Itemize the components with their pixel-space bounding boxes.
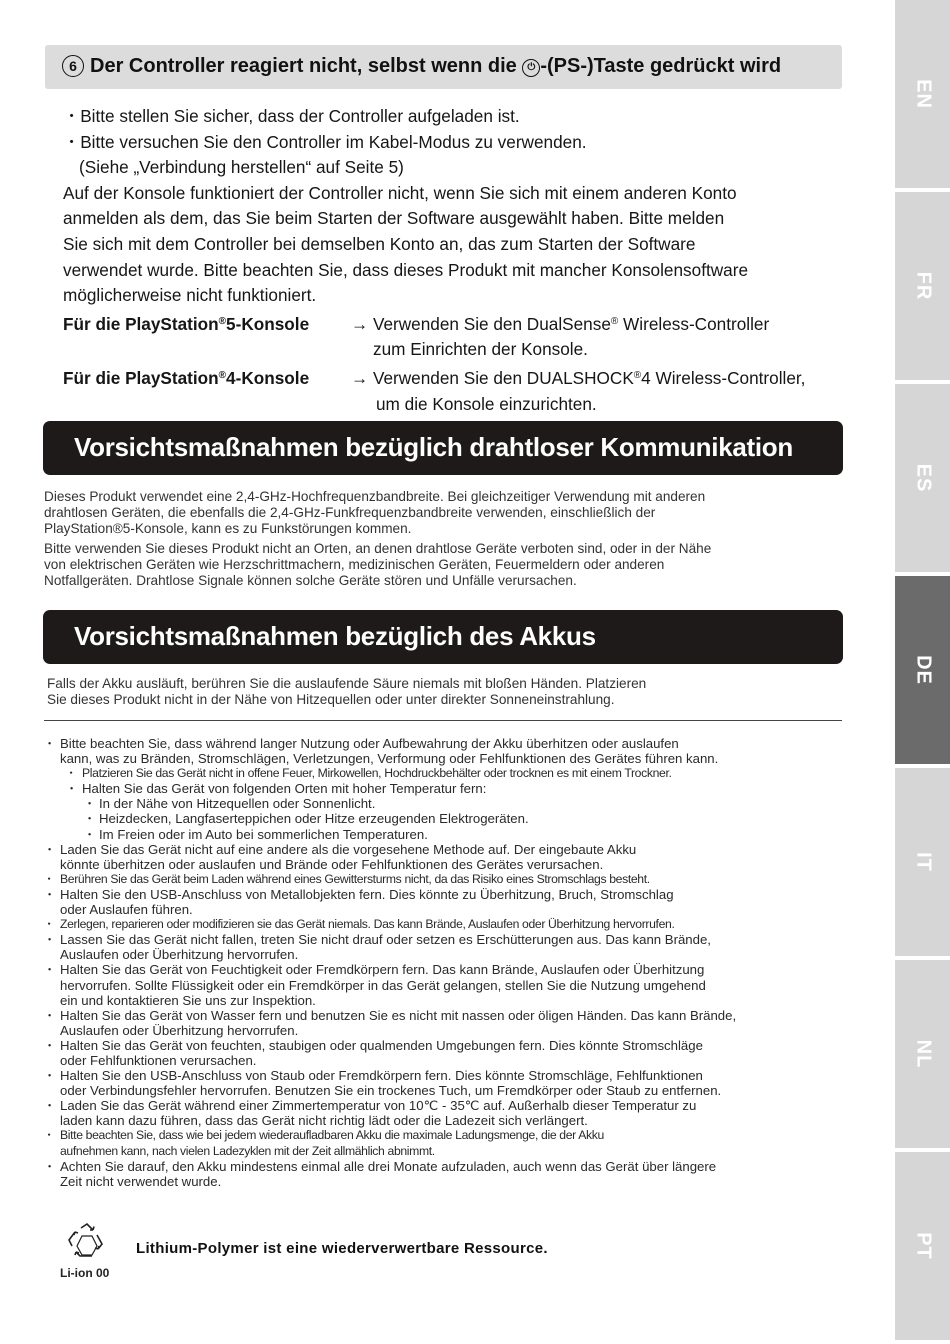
warning-line: könnte überhitzen oder auslaufen und Brände oder Fehlfunktionen des Gerätes verursachen. — [60, 856, 604, 872]
section-6-body — [63, 104, 853, 417]
ps5-instruction-cont: zum Einrichten der Konsole. — [373, 339, 588, 360]
warning-line: ・ Laden Sie das Gerät nicht auf eine andere als die vorgesehene Methode auf. Der eingebaute Akku — [60, 841, 637, 857]
warning-item — [47, 887, 847, 917]
li-ion-label: Li-ion 00 — [60, 1266, 110, 1280]
warning-item — [47, 1008, 847, 1038]
ps4-instruction: → Verwenden Sie den DUALSHOCK®4 Wireless-Controller, — [351, 367, 806, 388]
body-line: verwendet wurde. Bitte beachten Sie, dass dieses Produkt mit mancher Konsolensoftware — [63, 259, 748, 280]
wireless-banner — [43, 421, 843, 475]
warning-line: ・ In der Nähe von Hitzequellen oder Sonnenlicht. — [99, 796, 376, 812]
battery-warnings-list — [47, 736, 847, 1189]
warning-item — [47, 1098, 847, 1128]
warning-line: ein und kontaktieren Sie uns zur Inspektion. — [60, 992, 316, 1008]
warning-item — [47, 1068, 847, 1098]
warning-line: ・ Bitte beachten Sie, dass wie bei jedem wiederaufladbaren Akku die maximale Ladungsmenge, die der Akku — [60, 1128, 604, 1143]
divider-line — [44, 720, 842, 721]
text-line: Notfallgeräten. Drahtlose Signale können solche Geräte stören und Unfälle verursachen. — [44, 572, 577, 588]
warning-line: hervorrufen. Sollte Flüssigkeit oder ein Fremdkörper in das Gerät gelangen, stellen Sie die Nutzung umgehend — [60, 977, 706, 993]
warning-line: ・ Im Freien oder im Auto bei sommerlichen Temperaturen. — [99, 826, 428, 842]
section-title-part2: -(PS-)Taste gedrückt wird — [540, 55, 782, 77]
warning-line: laden kann dazu führen, dass das Gerät nicht richtig lädt oder die Ladezeit sich verlängert. — [60, 1113, 588, 1129]
text-line: von elektrischen Geräten wie Herzschrittmachern, medizinischen Geräten, Feuermeldern oder anderen — [44, 556, 665, 572]
tab-label: NL — [912, 1039, 934, 1069]
warning-line: ・ Halten Sie das Gerät von Wasser fern und benutzen Sie es nicht mit nassen oder öligen Händen. Das kann Brände, — [60, 1007, 737, 1023]
language-tabs — [895, 0, 950, 1344]
tab-label: EN — [912, 79, 934, 109]
warning-item — [47, 1159, 847, 1189]
warning-line: kann, was zu Bränden, Stromschlägen, Verletzungen, Verformung oder Fehlfunktionen des Gerätes führen kann. — [60, 751, 719, 767]
warning-item — [47, 796, 847, 811]
warning-line: oder Fehlfunktionen verursachen. — [60, 1052, 257, 1068]
text-line: Dieses Produkt verwendet eine 2,4-GHz-Hochfrequenzbandbreite. Bei gleichzeitiger Verwendung mit anderen — [44, 489, 706, 504]
tab-pt[interactable] — [895, 1152, 950, 1340]
warning-item — [47, 1128, 847, 1158]
section-title-part1: Der Controller reagiert nicht, selbst wenn die — [90, 55, 523, 77]
warning-item — [47, 811, 847, 826]
recycle-note: Lithium-Polymer ist eine wiederverwertbare Ressource. — [136, 1240, 548, 1257]
body-line: Auf der Konsole funktioniert der Controller nicht, wenn Sie sich mit einem anderen Konto — [63, 182, 737, 203]
text-line: Bitte verwenden Sie dieses Produkt nicht an Orten, an denen drahtlose Geräte verboten sind, oder in der Nähe — [44, 541, 712, 556]
warning-line: ・ Bitte beachten Sie, dass während langer Nutzung oder Aufbewahrung der Akku überhitzen oder auslaufen — [60, 736, 679, 751]
warning-item — [47, 872, 847, 887]
warning-line: ・ Halten Sie das Gerät von feuchten, staubigen oder qualmenden Umgebungen fern. Dies könnte Stromschläge — [60, 1037, 703, 1053]
ps5-label: Für die PlayStation®5-Konsole — [63, 313, 310, 334]
tab-de[interactable] — [895, 576, 950, 764]
recycle-icon — [64, 1222, 110, 1262]
body-line: Sie sich mit dem Controller bei demselben Konto an, das zum Starten der Software — [63, 233, 696, 254]
warning-line: Auslaufen oder Überhitzung hervorrufen. — [60, 947, 299, 963]
ps5-row — [63, 309, 853, 338]
warning-line: aufnehmen kann, nach vielen Ladezyklen mit der Zeit allmählich abnimmt. — [60, 1143, 435, 1158]
tab-es[interactable] — [895, 384, 950, 572]
warning-line: ・ Platzieren Sie das Gerät nicht in offene Feuer, Mirkowellen, Hochdruckbehälter oder trocknen es mit einem Trockner. — [82, 766, 672, 781]
warning-item — [47, 1038, 847, 1068]
warning-line: ・ Achten Sie darauf, den Akku mindestens einmal alle drei Monate aufzuladen, auch wenn das Gerät über längere — [60, 1158, 717, 1174]
warning-line: ・ Lassen Sie das Gerät nicht fallen, treten Sie nicht drauf oder setzen es Erschütterungen aus. Das kann Brände, — [60, 932, 711, 948]
section-number: 6 — [62, 55, 84, 77]
wireless-paragraph-2 — [44, 541, 844, 588]
tab-en[interactable] — [895, 0, 950, 188]
warning-line: ・ Halten Sie das Gerät von folgenden Orten mit hoher Temperatur fern: — [82, 781, 487, 797]
warning-item — [47, 842, 847, 872]
body-line: möglicherweise nicht funktioniert. — [63, 285, 317, 306]
ps4-row — [63, 363, 853, 392]
wireless-paragraph-1 — [44, 489, 844, 536]
section-6-header — [45, 45, 842, 89]
wireless-title: Vorsichtsmaßnahmen bezüglich drahtloser Kommunikation — [74, 432, 793, 462]
text-line: Sie dieses Produkt nicht in der Nähe von Hitzequellen oder unter direkter Sonneneinstrahlung. — [47, 691, 615, 707]
warning-line: oder Verbindungsfehler hervorrufen. Benutzen Sie ein trockenes Tuch, um Fremdkörper oder Staub zu entfernen. — [60, 1083, 722, 1099]
warning-line: ・ Halten Sie das Gerät von Feuchtigkeit oder Fremdkörpern fern. Das kann Brände, Auslaufen oder Überhitzung — [60, 962, 705, 978]
tab-label: DE — [912, 655, 934, 685]
tab-label: IT — [912, 852, 934, 872]
bullet-charged: ・Bitte stellen Sie sicher, dass der Controller aufgeladen ist. — [63, 106, 520, 126]
warning-item — [47, 766, 847, 781]
warning-line: ・ Berühren Sie das Gerät beim Laden während eines Gewittersturms nicht, da das Risiko eines Stromschlags besteht. — [60, 871, 650, 886]
warning-line: ・ Zerlegen, reparieren oder modifizieren sie das Gerät niemals. Das kann Brände, Auslaufen oder Überhitzung hervorrufen. — [60, 917, 675, 932]
warning-line: Zeit nicht verwendet wurde. — [60, 1173, 222, 1189]
warning-line: ・ Halten Sie den USB-Anschluss von Staub oder Fremdkörpern fern. Dies könnte Stromschläge, Fehlfunktionen — [60, 1068, 703, 1084]
ps5-instruction: → Verwenden Sie den DualSense® Wireless-Controller — [351, 313, 770, 334]
text-line: PlayStation®5-Konsole, kann es zu Funkstörungen kommen. — [44, 520, 412, 536]
text-line: Falls der Akku ausläuft, berühren Sie die auslaufende Säure niemals mit bloßen Händen. Platzieren — [47, 676, 647, 691]
warning-line: ・ Heizdecken, Langfaserteppichen oder Hitze erzeugenden Elektrogeräten. — [99, 811, 529, 827]
bullet-cable-mode: ・Bitte versuchen Sie den Controller im Kabel-Modus zu verwenden. — [63, 131, 587, 152]
warning-item — [47, 932, 847, 962]
bullet-cable-ref: (Siehe „Verbindung herstellen“ auf Seite 5) — [79, 157, 404, 178]
warning-item — [47, 962, 847, 1007]
warning-item — [47, 917, 847, 932]
body-line: anmelden als dem, das Sie beim Starten der Software ausgewählt haben. Bitte melden — [63, 208, 725, 229]
tab-it[interactable] — [895, 768, 950, 956]
tab-nl[interactable] — [895, 960, 950, 1148]
ps4-label: Für die PlayStation®4-Konsole — [63, 367, 310, 388]
warning-line: oder Auslaufen führen. — [60, 902, 193, 918]
ps4-instruction-cont: um die Konsole einzurichten. — [376, 393, 597, 414]
warning-line: Auslaufen oder Überhitzung hervorrufen. — [60, 1022, 299, 1038]
tab-label: FR — [912, 271, 934, 301]
tab-fr[interactable] — [895, 192, 950, 380]
battery-intro — [47, 676, 847, 708]
battery-banner — [43, 610, 843, 664]
text-line: drahtlosen Geräten, die ebenfalls die 2,4-GHz-Funkfrequenzbandbreite verwenden, einschließlich der — [44, 504, 656, 520]
tab-label: ES — [912, 463, 934, 493]
warning-item — [47, 781, 847, 796]
warning-line: ・ Halten Sie den USB-Anschluss von Metallobjekten fern. Dies könnte zu Überhitzung, Bruch, Stromschlag — [60, 886, 674, 902]
battery-title: Vorsichtsmaßnahmen bezüglich des Akkus — [74, 621, 596, 651]
warning-line: ・ Laden Sie das Gerät während einer Zimmertemperatur von 10℃ - 35℃ auf. Außerhalb dieser Temperatur zu — [60, 1098, 697, 1114]
warning-item — [47, 736, 847, 766]
warning-item — [47, 827, 847, 842]
ps-button-icon: ⏻ — [522, 59, 540, 77]
tab-label: PT — [912, 1232, 934, 1260]
